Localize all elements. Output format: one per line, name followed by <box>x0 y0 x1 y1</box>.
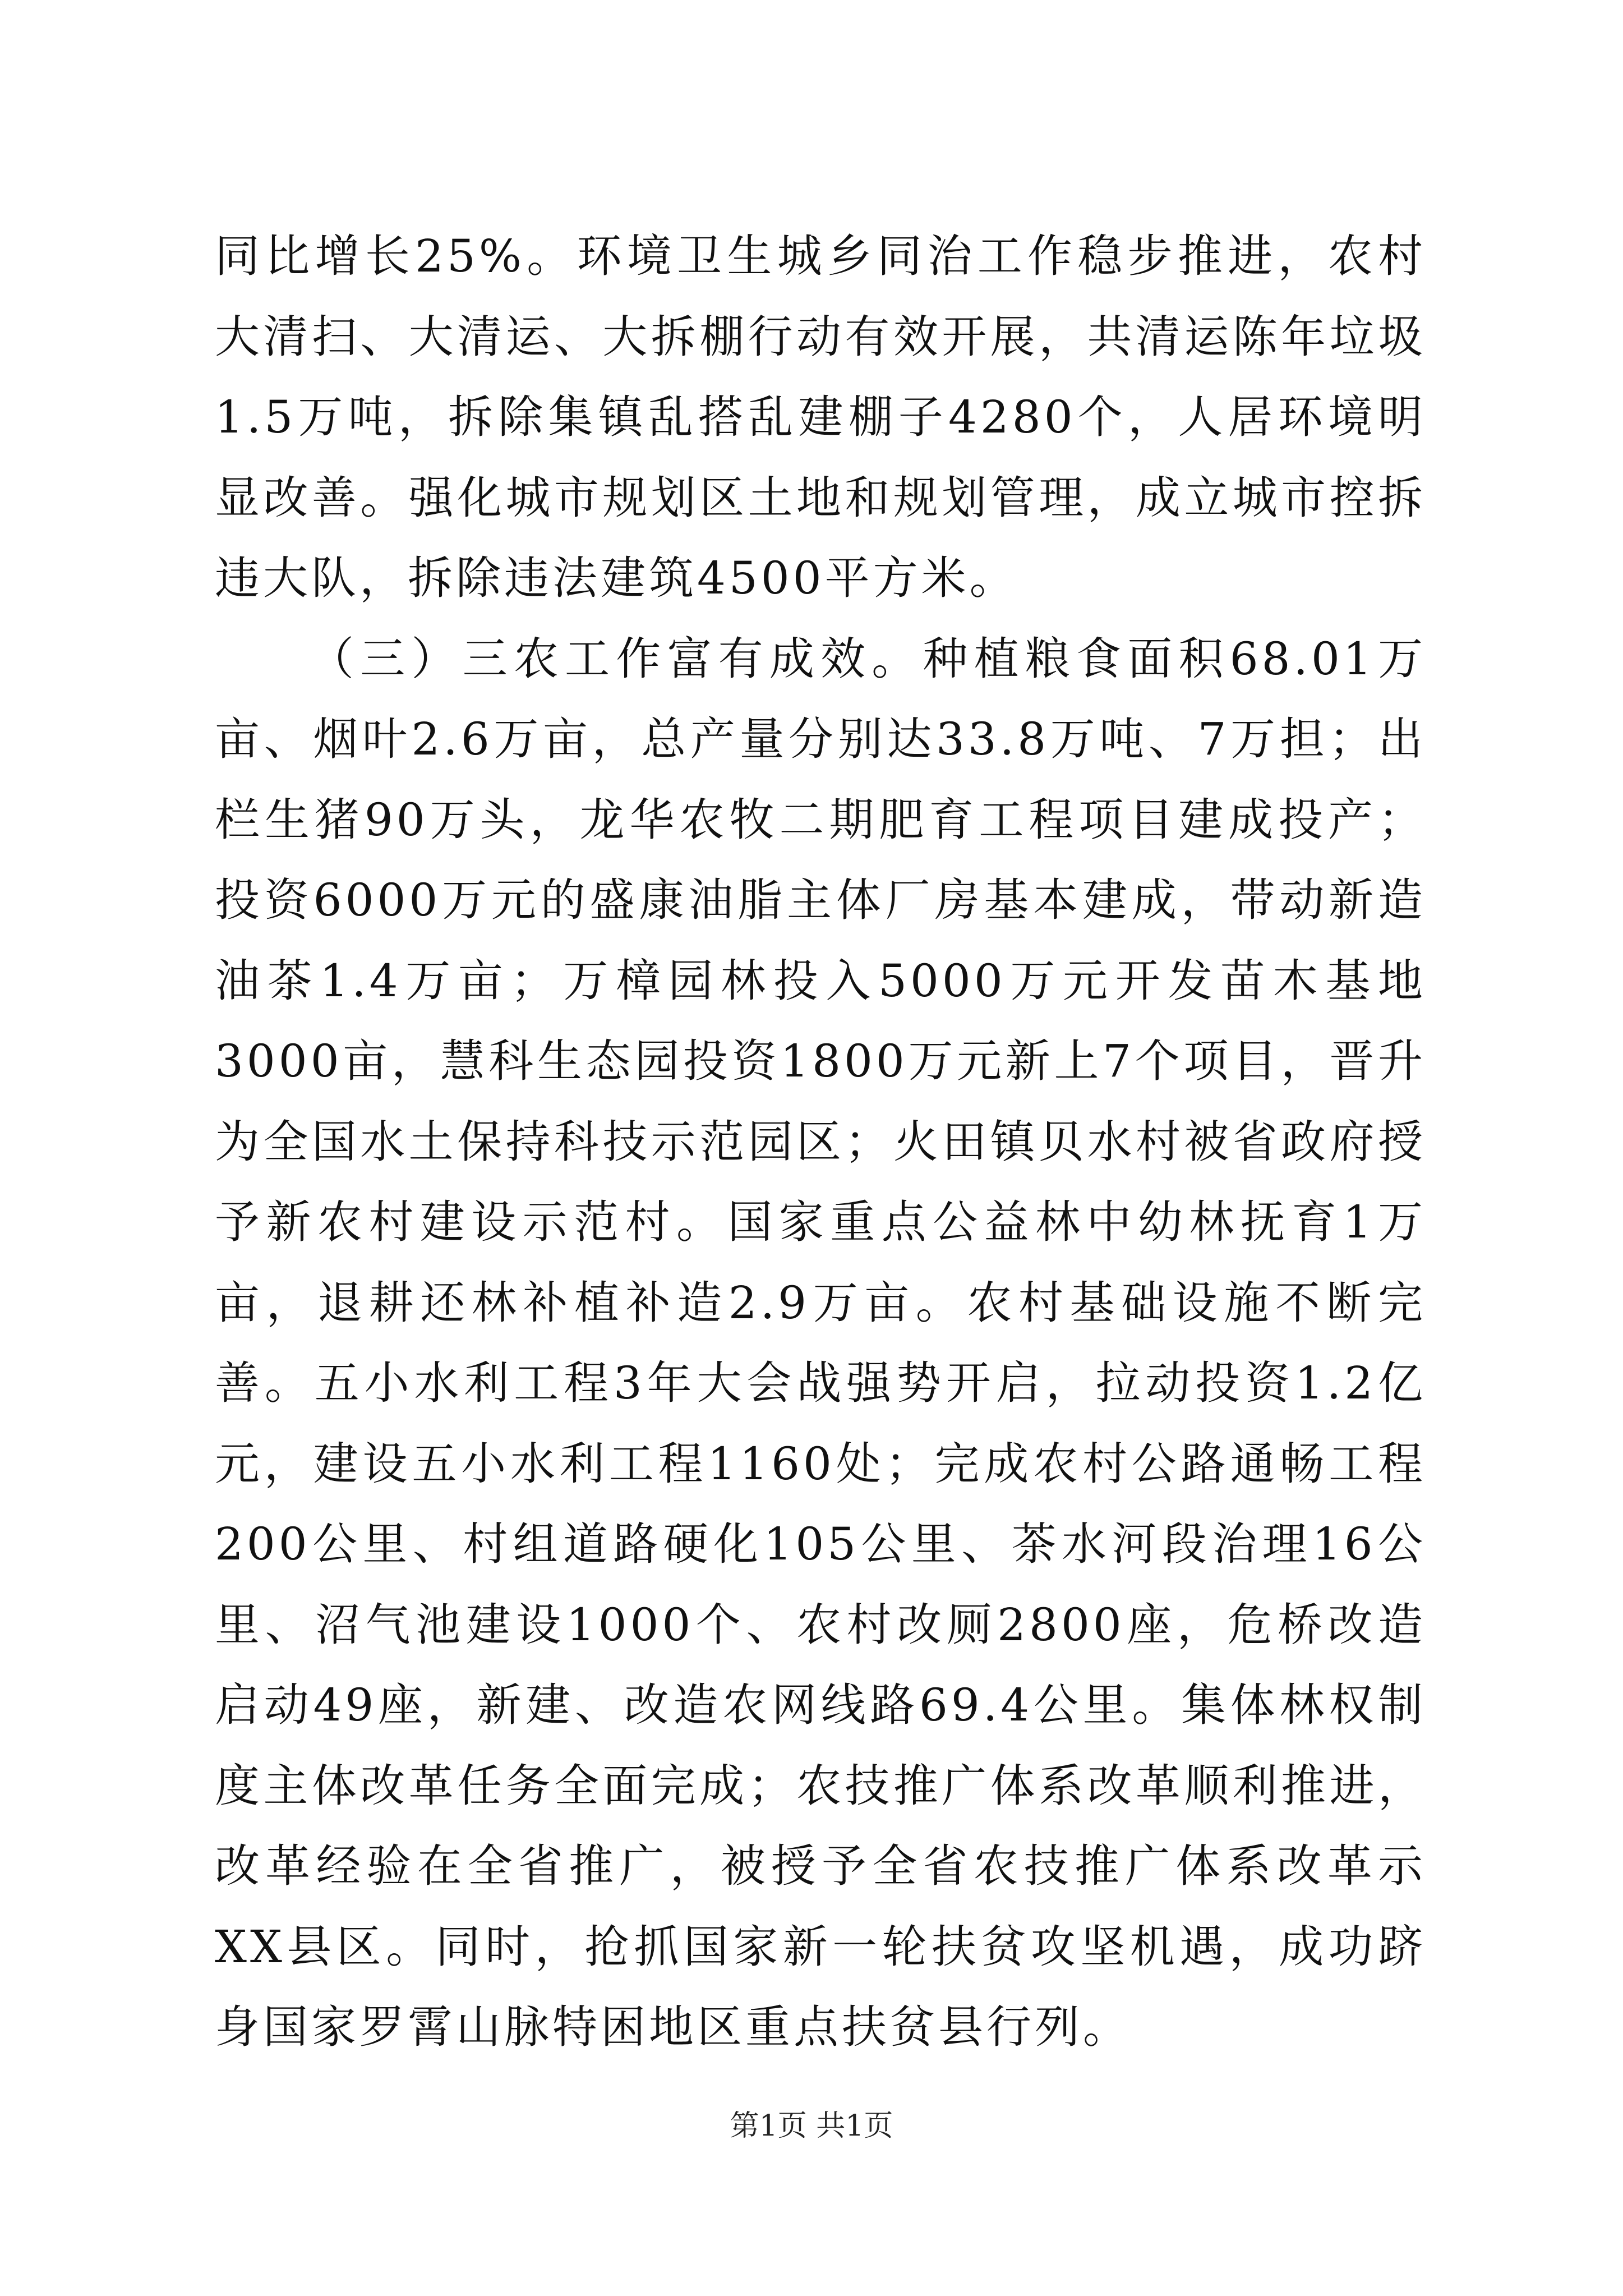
paragraph-environment: 同比增长25%。环境卫生城乡同治工作稳步推进，农村大清扫、大清运、大拆棚行动有效开展，共清运陈年垃圾1.5万吨，拆除集镇乱搭乱建棚子4280个，人居环境明显改善。强化城市规划区土地和规划管理，成立城市控拆违大队，拆除违法建筑4500平方米。 <box>215 230 1426 604</box>
page-number-label: 第1页 共1页 <box>730 2109 893 2143</box>
paragraph-agriculture: （三）三农工作富有成效。种植粮食面积68.01万亩、烟叶2.6万亩，总产量分别达33.8万吨、7万担；出栏生猪90万头，龙华农牧二期肥育工程项目建成投产；投资6000万元的盛康油脂主体厂房基本建成，带动新造油茶1.4万亩；万樟园林投入5000万元开发苗木基地3000亩，慧科生态园投资1800万元新上7个项目，晋升为全国水土保持科技示范园区；火田镇贝水村被省政府授予新农村建设示范村。国家重点公益林中幼林抚育1万亩，退耕还林补植补造2.9万亩。农村基础设施不断完善。五小水利工程3年大会战强势开启，拉动投资1.2亿元，建设五小水利工程1160处；完成农村公路通畅工程200公里、村组道路硬化105公里、茶水河段治理16公里、沼气池建设1000个、农村改厕2800座，危桥改造启动49座，新建、改造农网线路69.4公里。集体林权制度主体改革任务全面完成；农技推广体系改革顺利推进，改革经验在全省推广，被授予全省农技推广体系改革示XX县区。同时，抢抓国家新一轮扶贫攻坚机遇，成功跻身国家罗霄山脉特困地区重点扶贫县行列。 <box>215 632 1426 2053</box>
document-body <box>215 216 1426 2068</box>
page-footer <box>0 2106 1623 2146</box>
